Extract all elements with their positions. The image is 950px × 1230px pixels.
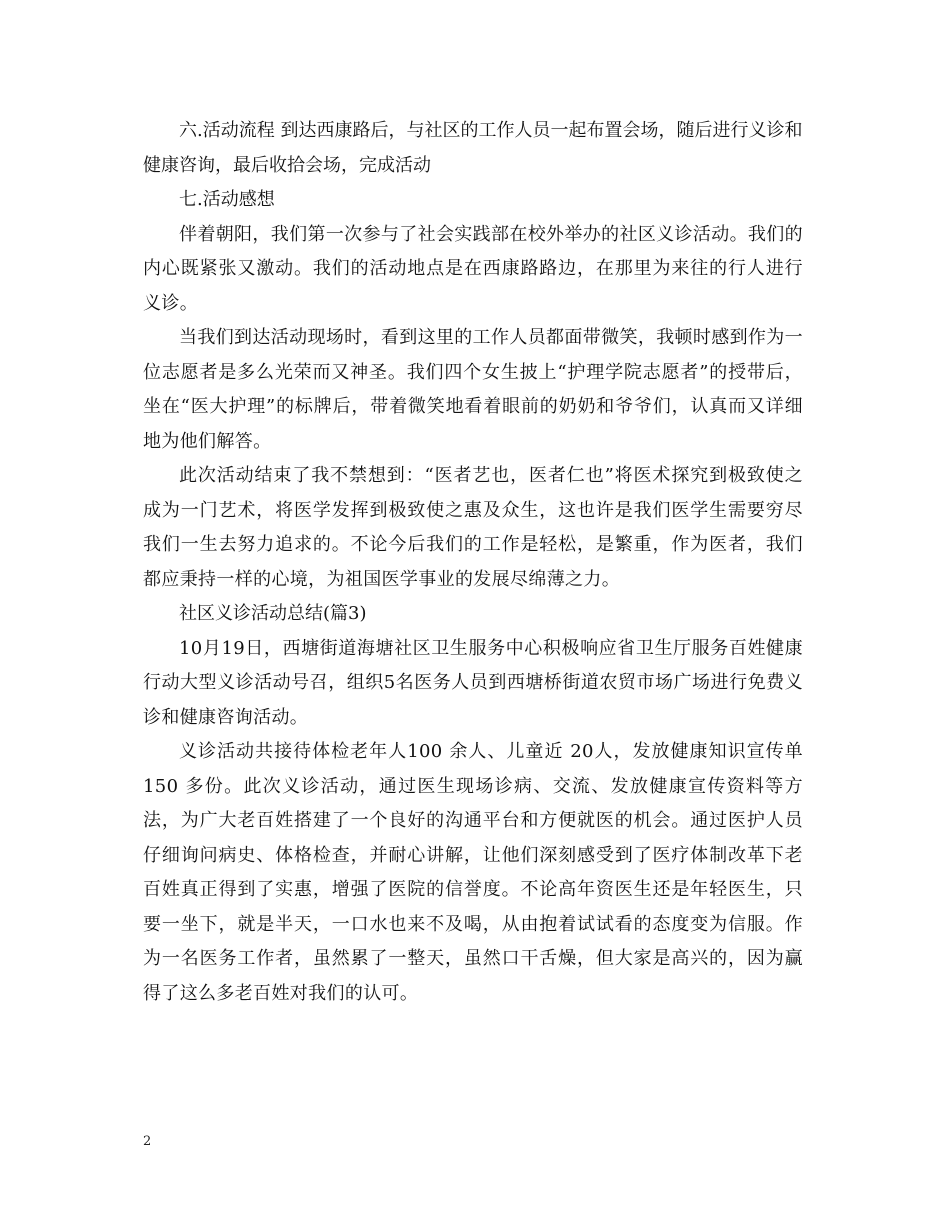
summary-paragraph-1: 10月19日，西塘街道海塘社区卫生服务中心积极响应省卫生厅服务百姓健康行动大型义诊活动号召，组织5名医务人员到西塘桥街道农贸市场广场进行免费义诊和健康咨询活动。 bbox=[143, 637, 803, 728]
reflection-paragraph-2: 当我们到达活动现场时，看到这里的工作人员都面带微笑，我顿时感到作为一位志愿者是多么光荣而又神圣。我们四个女生披上“护理学院志愿者”的授带后，坐在“医大护理”的标牌后，带着微笑地看着眼前的奶奶和爷爷们，认真而又详细地为他们解答。 bbox=[143, 327, 803, 452]
document-body bbox=[143, 114, 803, 1011]
summary-paragraph-2: 义诊活动共接待体检老年人100 余人、儿童近 20人，发放健康知识宣传单150 多份。此次义诊活动，通过医生现场诊病、交流、发放健康宣传资料等方法，为广大老百姓搭建了一个良好的沟通平台和方便就医的机会。通过医护人员仔细询问病史、体格检查，并耐心讲解，让他们深刻感受到了医疗体制改革下老百姓真正得到了实惠，增强了医院的信誉度。不论高年资医生还是年轻医生，只要一坐下，就是半天，一口水也来不及喝，从由抱着试试看的态度变为信服。作为一名医务工作者，虽然累了一整天，虽然口干舌燥，但大家是高兴的，因为赢得了这么多老百姓对我们的认可。 bbox=[143, 741, 803, 1004]
section-six-activity-process: 六.活动流程 到达西康路后，与社区的工作人员一起布置会场，随后进行义诊和健康咨询，最后收拾会场，完成活动 bbox=[143, 120, 803, 176]
section-seven-heading: 七.活动感想 bbox=[179, 189, 275, 210]
reflection-paragraph-1: 伴着朝阳，我们第一次参与了社会实践部在校外举办的社区义诊活动。我们的内心既紧张又激动。我们的活动地点是在西康路路边，在那里为来往的行人进行义诊。 bbox=[143, 223, 803, 314]
page-number: 2 bbox=[143, 1134, 152, 1149]
part-three-heading: 社区义诊活动总结(篇3) bbox=[179, 603, 367, 624]
reflection-paragraph-3: 此次活动结束了我不禁想到：“医者艺也，医者仁也”将医术探究到极致使之成为一门艺术，将医学发挥到极致使之惠及众生，这也许是我们医学生需要穷尽我们一生去努力追求的。不论今后我们的工作是轻松，是繁重，作为医者，我们都应秉持一样的心境，为祖国医学事业的发展尽绵薄之力。 bbox=[143, 465, 803, 590]
